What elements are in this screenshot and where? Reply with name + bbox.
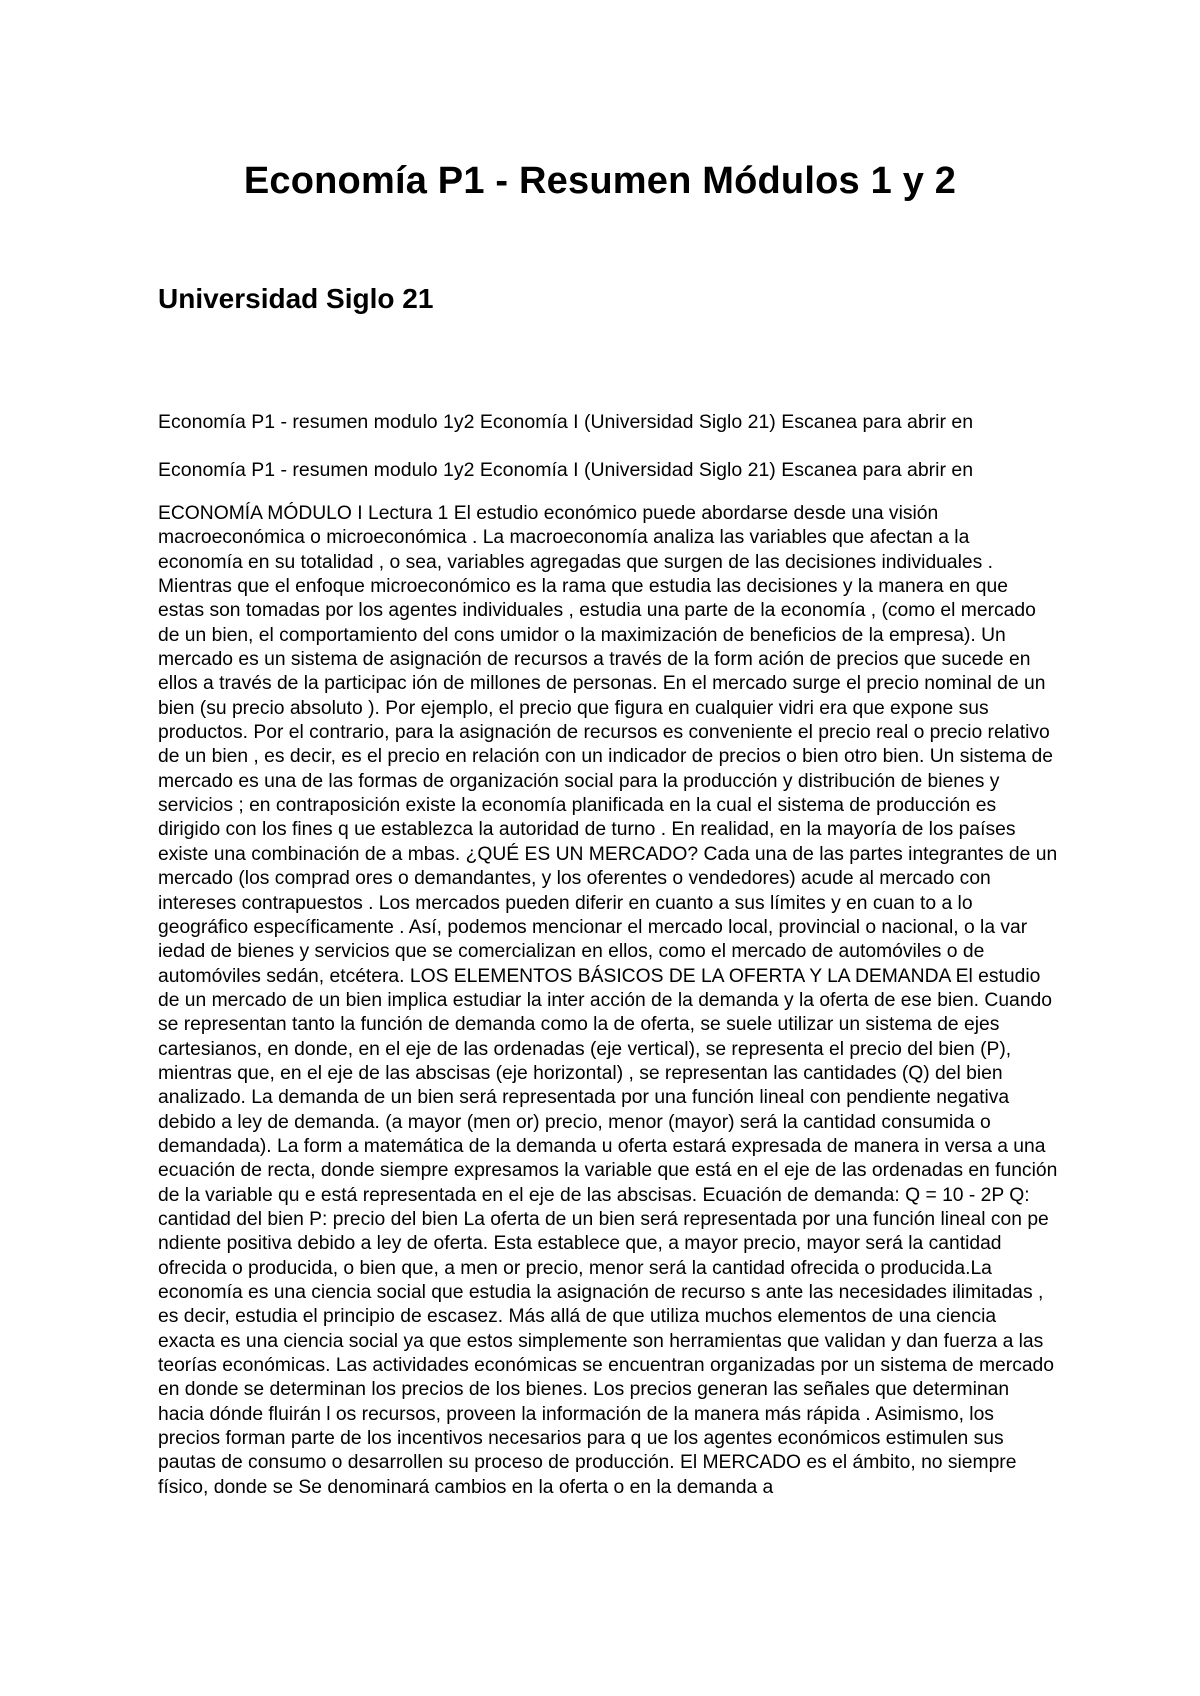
document-subtitle: Universidad Siglo 21 [158, 283, 434, 314]
header-line-2: Economía P1 - resumen modulo 1y2 Economía I (Universidad Siglo 21) Escanea para abrir en [158, 459, 974, 481]
header-line-1: Economía P1 - resumen modulo 1y2 Economía I (Universidad Siglo 21) Escanea para abrir en [158, 411, 974, 433]
document-title: Economía P1 - Resumen Módulos 1 y 2 [243, 160, 957, 202]
body-paragraph: ECONOMÍA MÓDULO I Lectura 1 El estudio económico puede abordarse desde una visión macroeconómica o microeconómica . La macroeconomía analiza las variables que afectan a la economía en su totalidad , o sea, variables agregadas que surgen de las decisiones individuales . Mientras que el enfoque microeconómico es la rama que estudia las decisiones y la manera en que estas son tomadas por los agentes individuales , estudia una parte de la economía , (como el mercado de un bien, el comportamiento del cons umidor o la maximización de beneficios de la empresa). Un mercado es un sistema de asignación de recursos a través de la form ación de precios que sucede en ellos a través de la participac ión de millones de personas. En el mercado surge el precio nominal de un bien (su precio absoluto ). Por ejemplo, el precio que figura en cualquier vidri era que expone sus productos. Por el contrario, para la asignación de recursos es conveniente el precio real o precio relativo de un bien , es decir, es el precio en relación con un indicador de precios o bien otro bien. Un sistema de mercado es una de las formas de organización social para la producción y distribución de bienes y servicios ; en contraposición existe la economía planificada en la cual el sistema de producción es dirigido con los fines q ue establezca la autoridad de turno . En realidad, en la mayoría de los países existe una combinación de a mbas. ¿QUÉ ES UN MERCADO? Cada una de las partes integrantes de un mercado (los comprad ores o demandantes, y los oferentes o vendedores) acude al mercado con intereses contrapuestos . Los mercados pueden diferir en cuanto a sus límites y en cuan to a lo geográfico específicamente . Así, podemos mencionar el mercado local, provincial o nacional, o la var iedad de bienes y servicios que se comercializan en ellos, como el mercado de automóviles o de automóviles sedán, etcétera. LOS ELEMENTOS BÁSICOS DE LA OFERTA Y LA DEMANDA El estudio de un mercado de un bien implica estudiar la inter acción de la demanda y la oferta de ese bien. Cuando se representan tanto la función de demanda como la de oferta, se suele utilizar un sistema de ejes cartesianos, en donde, en el eje de las ordenadas (eje vertical), se representa el precio del bien (P), mientras que, en el eje de las abscisas (eje horizontal) , se representan las cantidades (Q) del bien analizado. La demanda de un bien será representada por una función lineal con pendiente negativa debido a ley de demanda. (a mayor (men or) precio, menor (mayor) será la cantidad consumida o demandada). La form a matemática de la demanda u oferta estará expresada de manera in versa a una ecuación de recta, donde siempre expresamos la variable que está en el eje de las ordenadas en función de la variable qu e está representada en el eje de las abscisas. Ecuación de demanda: Q = 10 - 2P Q: cantidad del bien P: precio del bien La oferta de un bien será representada por una función lineal con pe ndiente positiva debido a ley de oferta. Esta establece que, a mayor precio, mayor será la cantidad ofrecida o producida, o bien que, a men or precio, menor será la cantidad ofrecida o producida.La economía es una ciencia social que estudia la asignación de recurso s ante las necesidades ilimitadas , es decir, estudia el principio de escasez. Más allá de que utiliza muchos elementos de una ciencia exacta es una ciencia social ya que estos simplemente son herramientas que validan y dan fuerza a las teorías económicas. Las actividades económicas se encuentran organizadas por un sistema de mercado en donde se determinan los precios de los bienes. Los precios generan las señales que determinan hacia dónde fluirán l os recursos, proveen la información de la manera más rápida . Asimismo, los precios forman parte de los incentivos necesarios para q ue los agentes económicos estimulen sus pautas de consumo o desarrollen su proceso de producción. El MERCADO es el ámbito, no siempre físico, donde se Se denominará cambios en la oferta o en la demanda a [158, 503, 1058, 1498]
